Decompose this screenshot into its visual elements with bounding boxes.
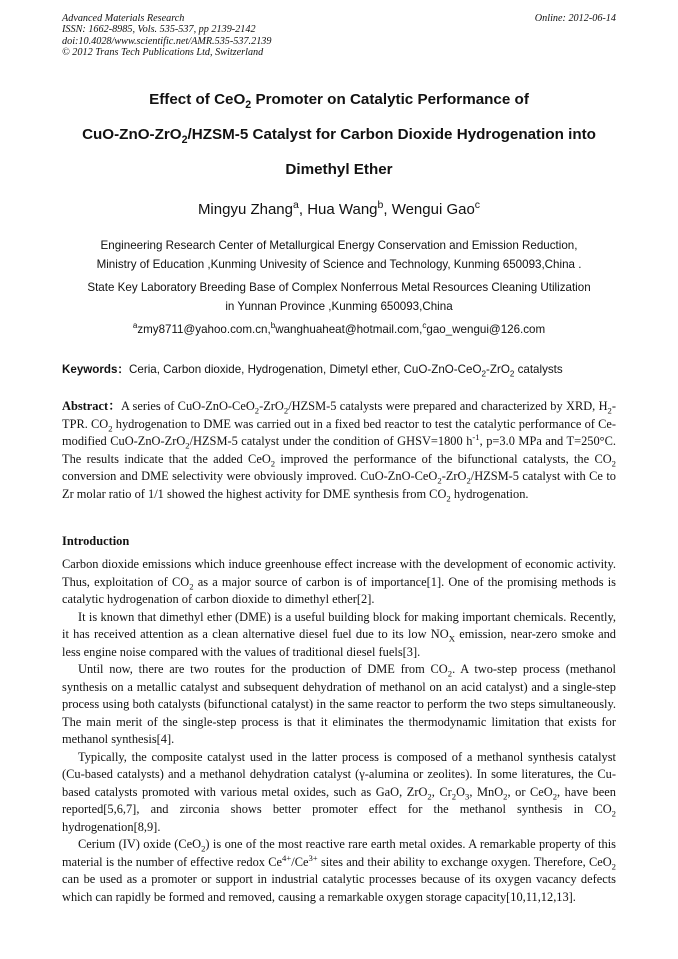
- abstract: Abstract：A series of CuO-ZnO-CeO$_2$-ZrO$_2$/HZSM-5 catalysts were prepared and characterized by XRD, $H_2$-TPR. $CO_2$ hydrogenation to DME was carried out in a fixed bed reactor to test the catalytic performance of Ce-modified CuO-ZnO-ZrO$_2$/HZSM-5 catalyst under the condition of GHSV=1800 $h^{-1}$, p=3.0 MPa and T=250°C. The results indicate that the added CeO$_2$ improved the performance of the bifunctional catalysts, the $CO_2$ conversion and DME selectivity were obviously improved. CuO-ZnO-CeO$_2$-ZrO$_2$/HZSM-5 catalyst with Ce to Zr molar ratio of 1/1 showed the highest activity for DME synthesis from $CO_2$ hydrogenation.: [62, 399, 616, 503]
- paper-title-line-3: Dimethyl Ether: [285, 161, 393, 178]
- issn-line: ISSN: 1662-8985, Vols. 535-537, pp 2139-2142: [62, 24, 256, 36]
- section-heading-introduction: Introduction: [62, 534, 130, 548]
- intro-paragraph-4: Typically, the composite catalyst used in the latter process is composed of a methanol synthesis catalyst (Cu-based catalysts) and a methanol dehydration catalyst (γ-alumina or zeolites). In some literatures, the Cu-based catalysts promoted with various metal oxides, such as GaO, ZrO$_2$, $Cr_2O_3$, MnO$_2$, or CeO$_2$, have been reported[5,6,7], and zirconia shows better promoter effect for the methanol synthesis in $CO_2$ hydrogenation[8,9].: [62, 749, 616, 834]
- intro-paragraph-3: Until now, there are two routes for the production of DME from $CO_2$. A two-step process (methanol synthesis on a metallic catalyst and subsequent dehydration of methanol on an acid catalyst) and a single-step process using both catalysts (bifunctional catalyst) in the same reactor to perform the two steps simultaneously. The main merit of the single-step process is that it eliminates the thermodynamic limitation that exists for methanol synthesis[4].: [62, 662, 616, 746]
- journal-header: [62, 13, 616, 59]
- affiliation-2: State Key Laboratory Breeding Base of Complex Nonferrous Metal Resources Cleaning Utilization in Yunnan Province ,Kunming 650093,China: [87, 281, 591, 313]
- keywords: Keywords：Ceria, Carbon dioxide, Hydrogenation, Dimetyl ether, CuO-ZnO-CeO$_2$-ZrO$_2$ catalysts: [62, 363, 563, 379]
- introduction-body: [62, 556, 616, 906]
- doi-line: doi:10.4028/www.scientific.net/AMR.535-537.2139: [62, 35, 272, 47]
- affiliation-1: Engineering Research Center of Metallurgical Energy Conservation and Emission Reduction, Ministry of Education ,Kunming Univesity of Science and Technology, Kunming 650093,China .: [96, 239, 582, 271]
- intro-paragraph-1: Carbon dioxide emissions which induce greenhouse effect increase with the development of economic activity. Thus, exploitation of $CO_2$ as a major source of carbon is of importance[1]. One of the promising methods is catalytic hydrogenation of carbon dioxide to dimethyl ether[2].: [62, 557, 616, 606]
- intro-paragraph-2: It is known that dimethyl ether (DME) is a useful building block for making important chemicals. Recently, it has received attention as a clean alternative diesel fuel due to its low $NO_X$ emission, near-zero smoke and less engine noise compared with the values of traditional diesel fuels[3].: [62, 609, 616, 659]
- online-date: Online: 2012-06-14: [534, 13, 616, 24]
- paper-title-line-2: CuO-ZnO-ZrO$_2$/HZSM-5 Catalyst for Carbon Dioxide Hydrogenation into: [82, 126, 596, 147]
- journal-name: Advanced Materials Research: [62, 13, 185, 24]
- paper-title-line-1: Effect of CeO$_2$ Promoter on Catalytic Performance of: [149, 91, 529, 112]
- author-emails: $^a$zmy8711@yahoo.com.cn,$^b$wanghuaheat@hotmail.com,$^c$gao_wengui@126.com: [132, 321, 546, 336]
- author-list: Mingyu Zhang$^a$, Hua Wang$^b$, Wengui Gao$^c$: [197, 199, 481, 218]
- copyright-line: © 2012 Trans Tech Publications Ltd, Switzerland: [62, 47, 264, 59]
- intro-paragraph-5: Cerium (IV) oxide (CeO$_2$) is one of the most reactive rare earth metal oxides. A remarkable property of this material is the number of effective redox $Ce^{4+}/Ce^{3+}$ sites and their ability to exchange oxygen. Therefore, CeO$_2$ can be used as a promoter or support in industrial catalytic processes because of its oxygen vacancy defects which can rapidly be formed and removed, causing a remarkable oxygen storage capacity[10,11,12,13].: [62, 837, 616, 904]
